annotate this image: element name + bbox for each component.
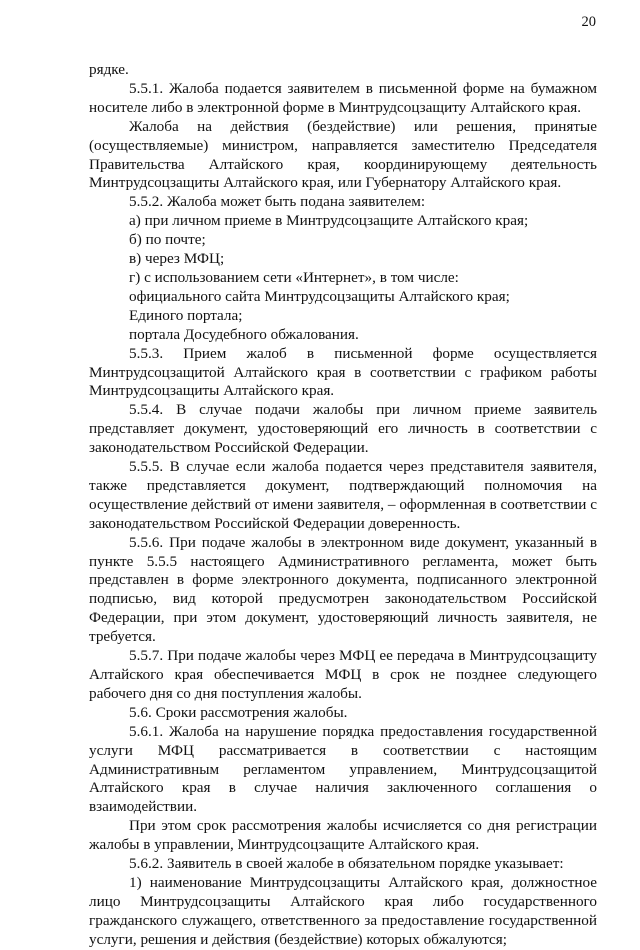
list-item-b: б) по почте; — [129, 231, 206, 249]
paragraph-review-period: При этом срок рассмотрения жалобы исчисляется со дня регистрации жалобы в управлении, Минтрудсоцзащите Алтайского края. — [89, 817, 597, 854]
page-number: 20 — [581, 14, 596, 30]
paragraph-complaint-minister: Жалоба на действия (бездействие) или решения, принятые (осуществляемые) министром, направляется заместителю Председателя Правительства Алтайского края, координирующему деятельность Минтрудсоцзащиты Алтайского края, или Губернатору Алтайского края. — [89, 117, 597, 192]
paragraph-5-5-6: 5.5.6. При подаче жалобы в электронном виде документ, указанный в пункте 5.5.5 настоящего Административного регламента, может быть представлен в форме электронного документа, подписанного электронной подписью, вид которой предусмотрен законодательством Российской Федерации, при этом документ, удостоверяющий личность заявителя, не требуется. — [89, 533, 597, 646]
paragraph-5-6-1: 5.6.1. Жалоба на нарушение порядка предоставления государственной услуги МФЦ рассматривается в соответствии с настоящим Административным регламентом управлением, Минтрудсоцзащитой Алтайского края в случае наличия заключенного соглашения о взаимодействии. — [89, 722, 597, 816]
paragraph-5-5-3: 5.5.3. Прием жалоб в письменной форме осуществляется Минтрудсоцзащитой Алтайского края в соответствии с графиком работы Минтрудсоцзащиты Алтайского края. — [89, 344, 597, 400]
paragraph-5-6-2: 5.6.2. Заявитель в своей жалобе в обязательном порядке указывает: — [129, 855, 564, 873]
list-item-1: 1) наименование Минтрудсоцзащиты Алтайского края, должностное лицо Минтрудсоцзащиты Алтайского края либо государственного гражданского служащего, ответственного за предоставление государственной услуги, решения и действия (бездействие) которых обжалуются; — [89, 873, 597, 948]
list-subitem-appeal-portal: портала Досудебного обжалования. — [129, 325, 359, 343]
list-subitem-official-site: официального сайта Минтрудсоцзащиты Алтайского края; — [129, 287, 510, 305]
section-heading-5-6: 5.6. Сроки рассмотрения жалобы. — [129, 703, 348, 721]
paragraph-5-5-2: 5.5.2. Жалоба может быть подана заявителем: — [129, 193, 426, 211]
list-item-v: в) через МФЦ; — [129, 250, 225, 268]
paragraph-continuation: рядке. — [89, 61, 129, 78]
document-body — [89, 61, 597, 950]
paragraph-5-5-5: 5.5.5. В случае если жалоба подается через представителя заявителя, также представляется документ, подтверждающий полномочия на осуществление действий от имени заявителя, – оформленная в соответствии с законодательством Российской Федерации доверенность. — [89, 458, 597, 532]
list-item-a: а) при личном приеме в Минтрудсоцзащите Алтайского края; — [129, 212, 529, 230]
paragraph-5-5-4: 5.5.4. В случае подачи жалобы при личном приеме заявитель представляет документ, удостоверяющий его личность в соответствии с законодательством Российской Федерации. — [89, 401, 597, 457]
list-item-g: г) с использованием сети «Интернет», в том числе: — [129, 268, 459, 286]
paragraph-5-5-1: 5.5.1. Жалоба подается заявителем в письменной форме на бумажном носителе либо в электронной форме в Минтрудсоцзащиту Алтайского края. — [89, 79, 597, 116]
paragraph-5-5-7: 5.5.7. При подаче жалобы через МФЦ ее передача в Минтрудсоцзащиту Алтайского края обеспечивается МФЦ в срок не позднее следующего рабочего дня со дня поступления жалобы. — [89, 647, 597, 702]
list-subitem-unified-portal: Единого портала; — [129, 306, 243, 324]
